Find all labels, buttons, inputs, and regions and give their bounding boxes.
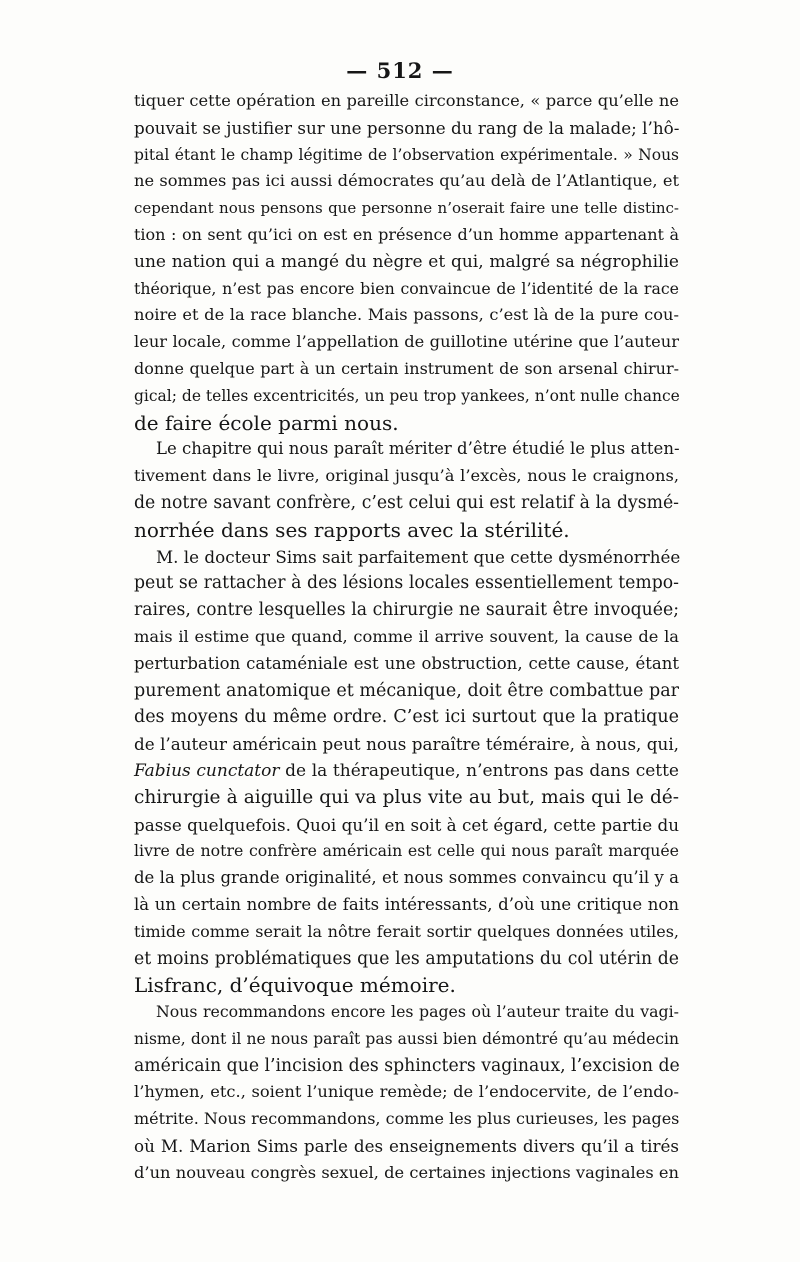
text-line: nisme, dont il ne nous paraît pas aussi bien démontré qu’au médecin — [134, 1029, 679, 1048]
text-line: timide comme serait la nôtre ferait sortir quelques données utiles, — [134, 921, 679, 941]
paragraph-start-line: Nous recommandons encore les pages où l’auteur traite du vagi- — [156, 1002, 679, 1022]
text-line: une nation qui a mangé du nègre et qui, malgré sa négrophilie — [134, 251, 679, 272]
body-text — [134, 88, 679, 1187]
text-line: Lisfranc, d’équivoque mémoire. — [134, 973, 456, 998]
text-line: là un certain nombre de faits intéressants, d’où une critique non — [134, 894, 679, 914]
text-line: leur locale, comme l’appellation de guillotine utérine que l’auteur — [134, 332, 679, 352]
text-line: des moyens du même ordre. C’est ici surtout que la pratique — [134, 707, 679, 728]
italic-phrase: Fabius cunctator — [134, 760, 280, 781]
text-line: gical; de telles excentricités, un peu trop yankees, n’ont nulle chance — [134, 386, 680, 405]
text-line: norrhée dans ses rapports avec la stérilité. — [134, 517, 570, 542]
paragraph-start-line: M. le docteur Sims sait parfaitement que cette dysménorrhée — [156, 546, 681, 567]
text-line: pouvait se justifier sur une personne du rang de la malade; l’hô- — [134, 117, 680, 138]
text-line: d’un nouveau congrès sexuel, de certaines injections vaginales en — [134, 1162, 679, 1182]
text-line: peut se rattacher à des lésions locales essentiellement tempo- — [134, 573, 679, 594]
text-line: pital étant le champ légitime de l’observation expérimentale. » Nous — [134, 145, 679, 164]
page-number: — 512 — — [346, 58, 454, 83]
text-line: de l’auteur américain peut nous paraître téméraire, à nous, qui, — [134, 734, 679, 755]
text-line: théorique, n’est pas encore bien convaincue de l’identité de la race — [134, 278, 679, 298]
text-line: passe quelquefois. Quoi qu’il en soit à cet égard, cette partie du — [134, 814, 679, 835]
line-remainder: de la thérapeutique, n’entrons pas dans cette — [279, 760, 679, 781]
text-line: raires, contre lesquelles la chirurgie ne saurait être invoquée; — [134, 600, 679, 621]
text-line: de la plus grande originalité, et nous sommes convaincu qu’il y a — [134, 868, 679, 888]
text-line: noire et de la race blanche. Mais passons, c’est là de la pure cou- — [134, 305, 679, 325]
paragraph-start-line: Le chapitre qui nous paraît mériter d’être étudié le plus atten- — [156, 439, 680, 459]
text-line: et moins problématiques que les amputations du col utérin de — [134, 948, 679, 969]
text-line: où M. Marion Sims parle des enseignements divers qu’il a tirés — [134, 1136, 679, 1157]
text-line: tion : on sent qu’ici on est en présence d’un homme appartenant à — [134, 224, 679, 244]
text-line: ne sommes pas ici aussi démocrates qu’au delà de l’Atlantique, et — [134, 171, 679, 191]
text-line: américain que l’incision des sphincters vaginaux, l’excision de — [134, 1055, 680, 1076]
text-line: chirurgie à aiguille qui va plus vite au but, mais qui le dé- — [134, 786, 679, 808]
text-line: mais il estime que quand, comme il arrive souvent, la cause de la — [134, 626, 679, 646]
text-line: perturbation cataméniale est une obstruction, cette cause, étant — [134, 653, 679, 673]
text-line: purement anatomique et mécanique, doit être combattue par — [134, 680, 679, 701]
text-line: tiquer cette opération en pareille circonstance, « parce qu’elle ne — [134, 91, 679, 110]
text-line: tivement dans le livre, original jusqu’à l’excès, nous le craignons, — [134, 466, 679, 486]
text-line: métrite. Nous recommandons, comme les plus curieuses, les pages — [134, 1109, 680, 1129]
text-line: cependant nous pensons que personne n’oserait faire une telle distinc- — [134, 199, 679, 218]
text-line: de faire école parmi nous. — [134, 410, 399, 435]
text-line: de notre savant confrère, c’est celui qui est relatif à la dysmé- — [134, 492, 679, 513]
text-line: l’hymen, etc., soient l’unique remède; de l’endocervite, de l’endo- — [134, 1082, 679, 1102]
text-line: livre de notre confrère américain est celle qui nous paraît marquée — [134, 841, 679, 861]
text-line: donne quelque part à un certain instrument de son arsenal chirur- — [134, 358, 679, 378]
text-line-with-italic — [134, 758, 679, 785]
